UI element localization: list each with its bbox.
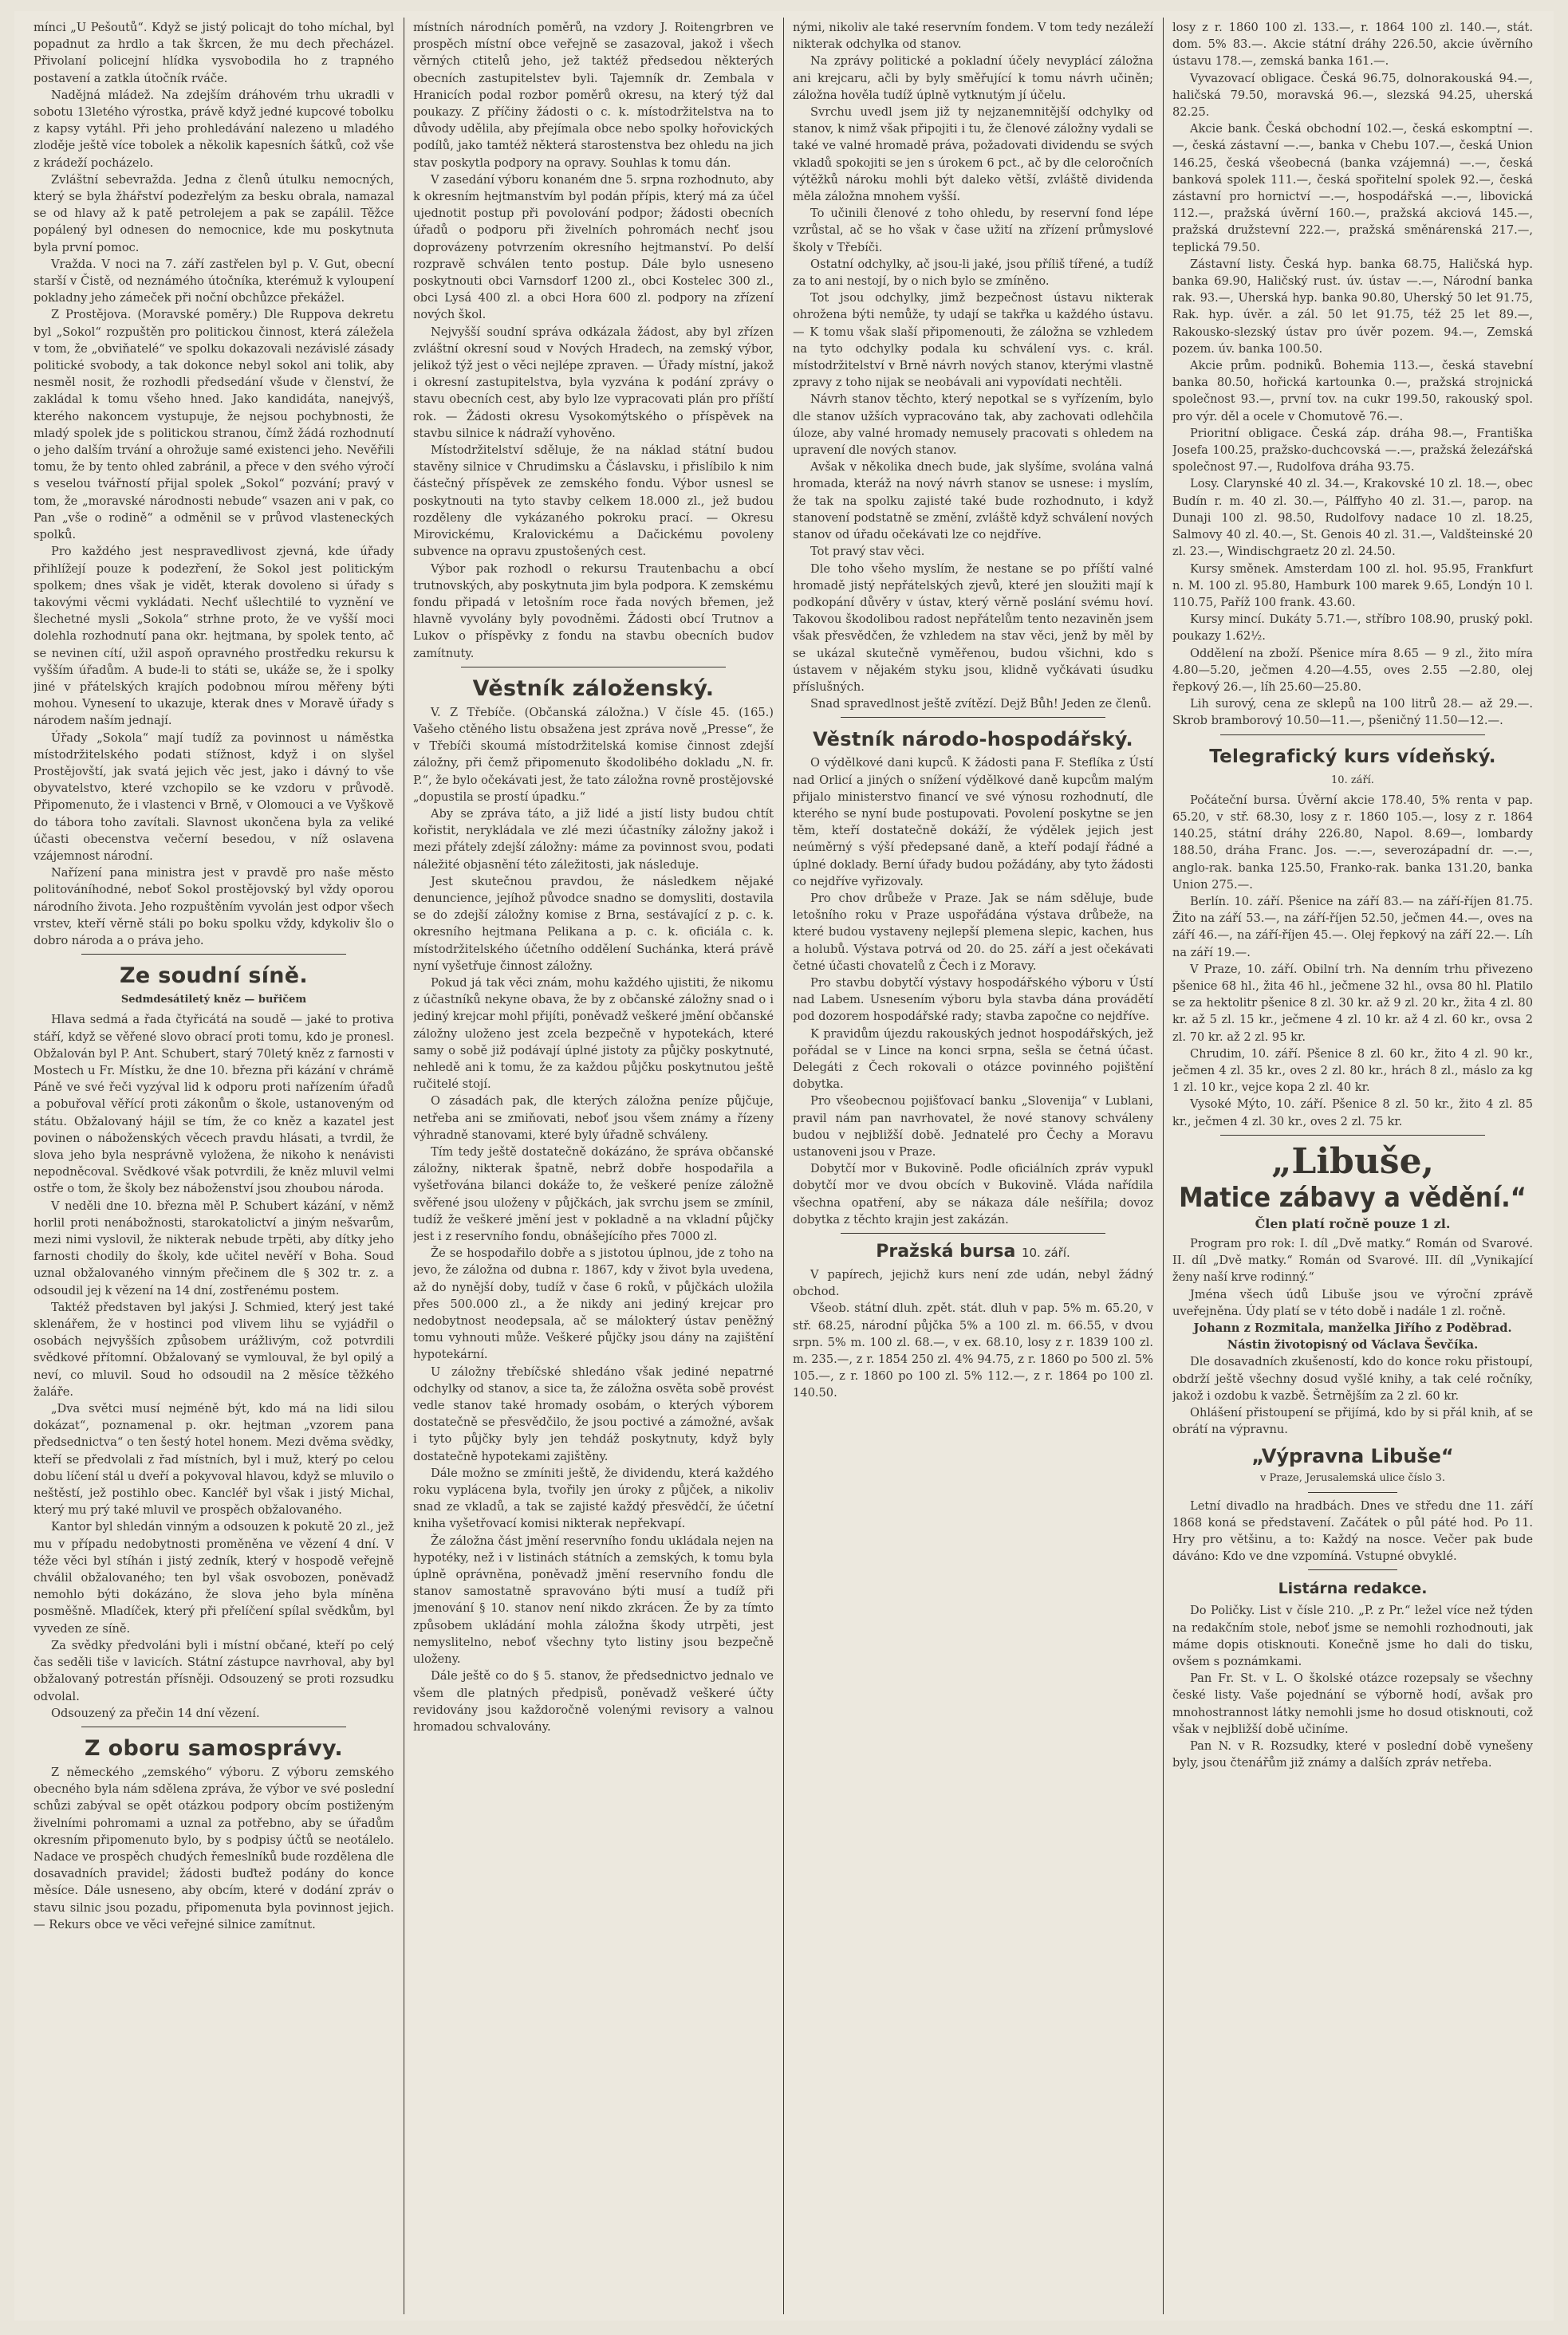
column-3 [793,19,1153,2316]
article-paragraph: Kantor byl shledán vinným a odsouzen k pokutě 20 zl., jež mu v případu nedobytnosti proměněna ve vězení 4 dní. V téže věci byl stíhán i jistý zedník, který v hospodě veřejně chválil obžalovaného; ten byl však osvobozen, poněvadž nemohlo býti dokázáno, že slova jeho byla míněna posměšně. Mladíček, který při přelíčení spílal svědkům, byl vyveden ze síně. [33,1520,394,1636]
article-paragraph: Pro všeobecnou pojišťovací banku „Slovenija“ v Lublani, pravil nám pan navrhovatel, že nové stanovy schváleny budou v nejbližší době. Jednatelé pro Čechy a Moravu ustanoveni jsou v Praze. [793,1094,1153,1159]
section-divider [1220,734,1485,735]
article-paragraph: Pro chov drůbeže v Praze. Jak se nám sděluje, bude letošního roku v Praze uspořádána výstava drůbeže, na které budou vystaveny nejlepší plemena slepic, kachen, hus a holubů. Výstava potrvá od 20. do 25. září a jest očekávati četné účasti chovatelů z Čech i z Moravy. [793,891,1153,973]
article-paragraph: Losy. Clarynské 40 zl. 34.—, Krakovské 10 zl. 18.—, obec Budín r. m. 40 zl. 30.—, Pálffyho 40 zl. 31.—, parop. na Dunaji 100 zl. 98.50, Rudolfovy nadace 10 zl. 18.25, Salmovy 40 zl. 40.—, St. Genois 40 zl. 31.—, Valdšteinské 20 zl. 23.—, Windischgraetz 20 zl. 24.50. [1172,477,1533,559]
article-paragraph: Pokud já tak věci znám, mohu každého ujistiti, že nikomu z účastníků nekyne obava, že by z občanské záložny snad o i jediný krejcar mohl přijíti, poněvadž veškeré jmění občanské záložny uloženo jest zcela bezpečně v hypotekách, které samy o sobě již podávají úplné jistoty za půjčky poskytnuté, nehledě ani k tomu, že za každou půjčku poskytnutou ještě ručitelé stojí. [413,975,774,1092]
column-rule [783,18,784,2314]
article-paragraph: V Praze, 10. září. Obilní trh. Na denním trhu přivezeno pšenice 68 hl., žita 46 hl., ječmene 32 hl., ovsa 80 hl. Platilo se za hektolitr pšenice 8 zl. 30 kr. až 9 zl. 20 kr., žita 4 zl. 80 kr. až 5 zl. 15 kr., ječmene 4 zl. 10 kr. až 4 zl. 60 kr., ovsa 2 zl. 70 kr. až 2 zl. 95 kr. [1172,962,1533,1044]
article-paragraph: Místodržitelství sděluje, že na náklad státní budou stavěny silnice v Chrudimsku a Čáslavsku, i přislíbilo k nim částečný příspěvek ze zemského fondu. Výbor usnesl se poskytnouti na tyto stavby celkem 18.000 zl., jež budou rozděleny dle vykázaného pokroku prací. — Okresu Mirovickému, Kralovickému a Dačickému povoleny subvence na opravu zpustošených cest. [413,443,774,559]
article-paragraph: Výbor pak rozhodl o rekursu Trautenbachu a obcí trutnovských, aby poskytnuta jim byla podpora. K zemskému fondu připadá v letošním roce řada nových břemen, jež hlavně vyvolány byly povodněmi. Žádosti obcí Trutnov a Lukov o příspěvky z fondu na stavbu obecních budov zamítnuty. [413,561,774,660]
article-paragraph: Vyvazovací obligace. Česká 96.75, dolnorakouská 94.—, haličská 79.50, moravská 96.—, slezská 94.25, uherská 82.25. [1172,71,1533,120]
section-heading-court: Ze soudní síně. [120,963,308,989]
article-paragraph: Odsouzený za přečin 14 dní vězení. [51,1706,260,1720]
article-paragraph: Letní divadlo na hradbách. Dnes ve středu dne 11. září 1868 koná se představení. Začátek o půl páté hod. Po 11. Hry pro většinu, a to: Každý na nosce. Večer pak bude dáváno: Kdo ve dne vzpomíná. Vstupné obvyklé. [1172,1498,1533,1564]
bourse-date: 10. září. [1021,1246,1070,1261]
article-paragraph: O výdělkové dani kupců. K žádosti pana F. Steflíka z Ústí nad Orlicí a jiných o snížení výdělkové daně kupcům malým přijalo ministerstvo financí ve své výnosu rozhodnutí, dle kterého se nyní bude postupovati. Povolení poskytne se jen těm, kteří dostatečně dokáží, že výdělek jejich jest neúměrný s výší předepsané daně, a kteří podají řádné a úplné doklady. Berní úřady budou požádány, aby tyto žádosti co nejdříve vyřizovaly. [793,756,1153,888]
article-paragraph: mínci „U Pešoutů“. Když se jistý policajt do toho míchal, byl popadnut za hrdlo a tak škrcen, že mu dech přecházel. Přivolaní policejní hlídka vysvobodila ho z trapného postavení a zatkla útočník rváče. [33,21,394,85]
article-paragraph: Z Prostějova. (Moravské poměry.) Dle Ruppova dekretu byl „Sokol“ rozpuštěn pro politickou činnost, která záležela v tom, že „obviňatelé“ ve spolku dokazovali nezávislé zásady politické svobody, a tak dokonce nebyl sokol ani tolik, aby nesměl nosit, že rozhodli předsedání všude v členství, že zakládal k tomu všeho hned. Jako kandidáta, nanejvýš, kterého nakoncem vystupuje, že nejsou pochybnosti, že mladý spolek jde s politickou stranou, čímž žádá rozhodnutí o jeho dalším trvání a ohrožuje samé existenci jeho. Nevěřili tomu, že by tento ohled zabránil, a přece v den svého výročí s veselou tvářností přijal spolek „Sokol“ pozvání; pravý v tom, že „moravské národnosti nebude“ vsazen ani v pak, co Pan „vše o rodině“ a odměnil se v průvod vlasteneckých spolků. [33,308,394,542]
article-paragraph: „Dva světci musí nejméně být, kdo má na lidi silou dokázat“, poznamenal p. okr. hejtman „vzorem pana předsednictva“ o ten šestý hotel honem. Mezi dvěma svědky, kteří se předvolali z řad místních, byl i muž, který po celou dobu líčení stál u dveří a pokyvoval hlavou, když se mluvilo o neštěstí, jež postihlo obec. Kancléř byl však i jistý Michal, který mu prý také mluvil ve prospěch obžalovaného. [33,1402,394,1518]
article-paragraph: Prioritní obligace. Česká záp. dráha 98.—, Františka Josefa 100.25, pražsko-duchcovská —.—, pražská železářská společnost 97.—, Rudolfova dráha 93.75. [1172,426,1533,474]
advert-paragraph: Jména všech údů Libuše jsou ve výroční zprávě uveřejněna. Údy platí se v této době i nadále 1 zl. ročně. [1172,1287,1533,1318]
advert-libuse-members: Člen platí ročně pouze 1 zl. [1255,1215,1451,1231]
article-paragraph: O zásadách pak, dle kterých záložna peníze půjčuje, netřeba ani se zmiňovati, neboť jsou všem známy a řízeny výhradně stanovami, které byly úřadně schváleny. [413,1094,774,1142]
article-paragraph: Aby se zpráva táto, a již lidé a jistí listy budou chtít kořistit, nerykládala ve zlé mezi účastníky záložny jakož i mezi přátely zdejší záložny: máme za povinnost svou, podati náležité objasnění této záležitosti, jak následuje. [413,806,774,872]
article-paragraph: Zvláštní sebevražda. Jedna z členů útulku nemocných, který se byla žhářství podezřelým za besku obrala, namazal se od hlavy až k patě petrolejem a pak se zapálil. Těžce popálený byl odnesen do nemocnice, kde mu poskytnuta byla první pomoc. [33,172,394,254]
article-paragraph: Dobytčí mor v Bukovině. Podle oficiálních zpráv vypukl dobytčí mor ve dvou obcích v Bukovině. Vláda nařídila všechna opatření, aby se nákaza dále nešířila; dovoz dobytka z těchto krajin jest zakázán. [793,1162,1153,1227]
article-paragraph: V papírech, jejichž kurs není zde udán, nebyl žádný obchod. [793,1268,1153,1299]
article-paragraph: losy z r. 1860 100 zl. 133.—, r. 1864 100 zl. 140.—, stát. dom. 5% 83.—. Akcie státní dráhy 226.50, akcie úvěrního ústavu 178.—, zemská banka 161.—. [1172,21,1533,69]
article-paragraph: K pravidům újezdu rakouských jednot hospodářských, jež pořádal se v Lince na konci srpna, sešla se četná účast. Delegáti z Čech rokovali o otázce povinného pojištění dobytka. [793,1026,1153,1092]
section-heading-bourse [793,1240,1153,1265]
section-heading-telegraph: Telegrafický kurs vídeňský. [1209,746,1496,767]
article-paragraph: Ostatní odchylky, ač jsou-li jaké, jsou příliš tířené, a tudíž za to ani nestojí, by o nich bylo se zmíněno. [793,257,1153,289]
article-paragraph: Vysoké Mýto, 10. září. Pšenice 8 zl. 50 kr., žito 4 zl. 85 kr., ječmen 4 zl. 30 kr., oves 2 zl. 75 kr. [1172,1097,1533,1128]
article-paragraph: Lih surový, cena ze sklepů na 100 litrů 28.— až 29.—. Skrob bramborový 10.50—11.—, pšeničný 11.50—12.—. [1172,697,1533,728]
article-paragraph: Zástavní listy. Česká hyp. banka 68.75, Haličská hyp. banka 69.90, Haličský rust. úv. ústav —.—, Národní banka rak. 93.—, Uherská hyp. banka 90.80, Uherský 50 let 91.75, Rak. hyp. úvěr. a zál. 50 let 91.75, též 25 let 89.—, Rakousko-slezský ústav pro úvěr pozem. 94.—, Zemská pozem. úv. banka 100.50. [1172,257,1533,356]
section-divider [1220,1135,1485,1136]
article-paragraph: Vražda. V noci na 7. září zastřelen byl p. V. Gut, obecní starší v Čistě, od neznámého útočníka, kterémuž k vyloupení pokladny jeho zámeček při noční obchůzce překážel. [33,257,394,305]
article-paragraph: Snad spravedlnost ještě zvítězí. Dejž Bůh! Jeden ze členů. [810,697,1152,711]
article-paragraph: Kursy mincí. Dukáty 5.71.—, stříbro 108.90, pruský pokl. poukazy 1.62½. [1172,612,1533,644]
article-paragraph: Akcie prům. podniků. Bohemia 113.—, česká stavební banka 80.50, hořická kartounka 0.—, pražská strojnická společnost 93.—, první tov. na cukr 199.50, rakouský spol. pro výr. děl a ocele v Chomutově 76.—. [1172,359,1533,423]
advert-libuse-title: „Libuše, [1271,1140,1434,1182]
article-paragraph: Akcie bank. Česká obchodní 102.—, česká eskomptní —.—, česká zástavní —.—, banka v Chebu 107.—, česká Union 146.25, česká všeobecná (banka vzájemná) —.—, česká banková spolek 111.—, česká spořitelní spolek 92.—, česká zástavní pro hornictví —.—, hospodářská —.—, libovická 112.—, pražská úvěrní 160.—, pražská akciová 145.—, pražská družstevní 222.—, pražská směnárenská 217.—, teplická 79.50. [1172,122,1533,254]
article-paragraph: Pro stavbu dobytčí výstavy hospodářského výboru v Ústí nad Labem. Usnesením výboru byla stavba dána provádětí pod dozorem hospodářské rady; stavba započne co nejdříve. [793,975,1153,1024]
article-paragraph: Tím tedy ještě dostatečně dokázáno, že správa občanské záložny, nikterak špatně, nebrž dobře hospodařila a vyšetřována bilanci dokáže to, že veškeré peníze záložně svěřené jsou uloženy v půjčkách, jak svrchu jsem se zmínil, tudíž že veškeré jmění jest v pokladně a na vkladní půjčky jest i z reservního fondu, obnášejícího přes 7000 zl. [413,1145,774,1244]
article-paragraph: Všeob. státní dluh. zpět. stát. dluh v pap. 5% m. 65.20, v stř. 68.25, národní půjčka 5% a 100 zl. m. 66.55, v dvou srpn. 5% m. 100 zl. 68.—, v ex. 68.10, losy z r. 1839 100 zl. m. 235.—, z r. 1854 250 zl. 4% 94.75, z r. 1860 po 500 zl. 5% 105.—, z r. 1860 po 100 zl. 5% 112.—, z r. 1864 po 100 zl. 140.50. [793,1301,1153,1400]
telegraph-date: 10. září. [1331,774,1374,786]
column-4 [1172,19,1533,2316]
section-divider [1308,1492,1397,1493]
section-heading-editor: Listárna redakce. [1278,1580,1428,1598]
advert-paragraph: Ohlášení přistoupení se přijímá, kdo by si přál knih, ať se obrátí na výpravnu. [1172,1406,1533,1437]
section-divider [841,717,1105,718]
section-heading-economy: Věstník národo-hospodářský. [813,728,1133,751]
advert-paragraph: Program pro rok: I. díl „Dvě matky.“ Román od Svarové. II. díl „Dvě matky.“ Román od Svarové. III. díl „Vynikající ženy naší krve rodinný.“ [1172,1237,1533,1285]
bourse-title: Pražská bursa [876,1242,1016,1262]
advert-vypravna-title: „Výpravna Libuše“ [1251,1445,1454,1468]
article-paragraph: Hlava sedmá a řada čtyřicátá na soudě — jaké to protiva stáří, když se věřené slovo obrací proti tomu, kdo je pronesl. Obžalován byl P. Ant. Schubert, starý 70letý kněz z farnosti v Mostech u Fr. Místku, že dne 10. března při kázání v chrámě Páně ve své řeči vyzýval lid k odporu proti nařízením úřadů a pobuřoval věřící proti zákonům o škole, ustanoveným od státu. Obžalovaný hájil se tím, že co kněz a kazatel jest povinen o náboženských věcech pravdu hlásati, a tvrdil, že slova jeho byla nesprávně vyložena, že nikoho k nenávisti nepodněcoval. Svědkové však potvrdili, že kněz mluvil velmi ostře o tom, že školy bez náboženství jsou zhoubou národa. [33,1013,394,1196]
article-paragraph: nými, nikoliv ale také reservním fondem. V tom tedy nezáleží nikterak odchylka od stanov. [793,21,1153,52]
advert-paragraph: Dle dosavadních zkušeností, kdo do konce roku přistoupí, obdrží ještě všechny dosud vyšlé knihy, a tak celé ročníky, jakož i ozdobu k vazbě. Šetrnějším za 2 zl. 60 kr. [1172,1355,1533,1403]
article-paragraph: Tot jsou odchylky, jimž bezpečnost ústavu nikterak ohrožena býti nemůže, ty udají se takřka u každého ústavu. — K tomu však slaší připomenouti, že záložna se vzhledem na tyto odchylky podala ku schválení vys. c. král. místodržitelství v Brně návrh nových stanov, kterými vlastně zpravy z toho nijak se neobávali ani vypovídati nechtěli. [793,291,1153,390]
column-2 [413,19,774,2316]
article-paragraph: Že se hospodařilo dobře a s jistotou úplnou, jde z toho na jevo, že záložna od dubna r. 1867, kdy v život byla uvedena, až do nynější doby, tudíž v čase 6 roků, v půjčkách uložila přes 500.000 zl., a že nikdy ani jediný krejcar pro nedobytnost neodepsala, ač se málokterý ústav peněžný tomu vyhnouti může. Veškeré půjčky jsou dány na zajištění hypotekární. [413,1246,774,1362]
article-paragraph: Úřady „Sokola“ mají tudíž za povinnost u náměstka místodržitelského podati stížnost, když i on slyšel Prostějovští, jak svatá jejich věc jest, jako i dávný to vše obyvatelstvo, které vzchopilo se ke vzdoru v průvodě. Připomenuto, že i vlastenci v Brně, v Olomouci a ve Vyškově do tábora toho zavítali. Slavnost ukončena byla za veliké účasti obecenstva večerní besedou, v níž oslavena vzájemnost národní. [33,730,394,863]
section-divider [841,1233,1105,1234]
advert-libuse-subtitle: Matice zábavy a vědění.“ [1179,1181,1527,1214]
article-paragraph: Oddělení na zboží. Pšenice míra 8.65 — 9 zl., žito míra 4.80—5.20, ječmen 4.20—4.55, oves 2.55 —2.80, olej řepkový 26.—, líh 25.60—25.80. [1172,646,1533,694]
article-paragraph: Nařízení pana ministra jest v pravdě pro naše město politováníhodné, neboť Sokol prostějovský byl vždy oporou národního života. Jeho rozpuštěním vyvolán jest odpor všech vrstev, kteří věrně stáli po boku spolku vždy, kdykoliv šlo o dobro národa a o práva jeho. [33,866,394,947]
article-paragraph: Že záložna část jmění reservního fondu ukládala nejen na hypotéky, než i v listinách státních a zemských, k tomu byla úplně oprávněna, poněvadž jmění reservního fondu dle stanov samostatně spravováno býti musí a tudíž při jmenování § 10. stanov není nikdo zkrácen. Že by za tímto způsobem ukládání mohla záložna škody utrpěti, jest nemyslitelno, neboť všechny tyto listiny jsou bezpečně uloženy. [413,1534,774,1667]
article-paragraph: Na zprávy politické a pokladní účely nevyplácí záložna ani krejcaru, ačli by byly směřující k tomu návrh učiněn; záložna hověla tudíž úplně vytknutým jí účelu. [793,54,1153,102]
article-paragraph: Nejvyšší soudní správa odkázala žádost, aby byl zřízen zvláštní okresní soud v Nových Hradech, na zemský výbor, jelikož týž jest o věci nejlépe zpraven. — Úřady místní, jakož i okresní zastupitelstva, byla vyzvána k podání zprávy o stavu obecních cest, aby bylo lze vypracovati plán pro příští rok. — Žádosti okresu Vysokomýtského o příspěvek na stavbu silnice k nádraží vyhověno. [413,325,774,440]
advert-paragraph: Johann z Rozmitala, manželka Jiřího z Poděbrad. Nástin životopisný od Václava Ševčíka. [1193,1321,1512,1353]
section-divider [81,954,346,955]
article-paragraph: Návrh stanov těchto, který nepotkal se s vyřízením, bylo dle stanov užších vypracováno tak, aby zachovati odlehčila úloze, aby valné hromady nemusely pracovati s ohledem na upravení dle nových stanov. [793,392,1153,458]
column-1 [33,19,394,2316]
section-divider [1308,1569,1397,1570]
article-paragraph: Za svědky předvoláni byli i místní občané, kteří po celý čas seděli tiše v lavicích. Státní zástupce navrhoval, aby byl obžalovaný potrestán přísněji. Odsouzený se proti rozsudku odvolal. [33,1638,394,1703]
article-paragraph: V zasedání výboru konaném dne 5. srpna rozhodnuto, aby k okresním hejtmanstvím byl podán přípis, který má za účel ujednotit postup při povolování podpor; žádosti obecních úřadů o podporu při živelních pohromách nechť jsou doprovázeny potvrzením okresního hejtmanství. Po delší rozpravě schválen tento postup. Dále bylo usneseno poskytnouti obci Varnsdorf 1200 zl., obci Kostelec 300 zl., obci Lysá 400 zl. a obci Hora 600 zl. podpory na zřízení nových škol. [413,172,774,322]
article-paragraph: Nadějná mládež. Na zdejším dráhovém trhu ukradli v sobotu 13letého výrostka, právě když jedné kupcové tobolku z kapsy vytáhl. Při jeho prohledávání nalezeno u mladého zloděje ještě více tobolek a několik kapesních šátků, což vše z krádeží pocházelo. [33,88,394,170]
article-paragraph: Kursy směnek. Amsterdam 100 zl. hol. 95.95, Frankfurt n. M. 100 zl. 95.80, Hamburk 100 marek 9.65, Londýn 10 l. 110.75, Paříž 100 frank. 43.60. [1172,561,1533,609]
advert-vypravna-address: v Praze, Jerusalemská ulice číslo 3. [1260,1472,1445,1485]
article-paragraph: Pro každého jest nespravedlivost zjevná, kde úřady přihlížejí pouze k podezření, že Sokol jest politickým spolkem; dnes však je vidět, kterak dovoleno si úřady s takovými věcmi vykládati. Nechť ušlechtilé to vyznění ve šlechetné mysli „Sokola“ strhne proto, že ve vyšší moci dolehla rozhodnutí pana okr. hejtmana, by spolek tento, ač se nevinen cítí, užil aspoň opravného prostředku rekursu k vyšším úřadům. A bude-li to státi se, ukáže se, že i spolky jiné v přátelských krajích podobnou mírou měřeny býti mohou. Vynesení to ukazuje, kterak dnes v Moravě úřady s národem naším jednají. [33,545,394,728]
article-paragraph: Berlín. 10. září. Pšenice na září 83.— na září-říjen 81.75. Žito na září 53.—, na září-říjen 52.50, ječmen 44.—, oves na září 46.—, na září-říjen 45.—. Olej řepkový na září 22.—. Líh na září 19.—. [1172,894,1533,959]
article-paragraph: Svrchu uvedl jsem již ty nejzanemnitější odchylky od stanov, k nimž však připojiti i tu, že členové záložny vydali se také ve valné hromadě práva, požadovati dividendu se svých vkladů spokojiti se jen s úrokem 6 pct., ač by dle celoročních výtěžků nároku mohli být daleko větší, zvláště dividenda měla záložna mnohem vyšší. [793,105,1153,204]
article-paragraph: Z německého „zemského“ výboru. Z výboru zemského obecného byla nám sdělena zpráva, že výbor ve své poslední schůzi zabýval se opět otázkou podpory obcím postiženým živelními pohromami a uznal za potřebno, aby se úřadům okresním připomenuto bylo, by s podpisy účtů se neotálelo. Nadace ve prospěch chudých řemeslníků bude rozdělena dle dosavadních pravidel; žádosti buďtež podány do konce měsíce. Dále usneseno, aby obcím, které v dodání zpráv o stavu silnic jsou pozadu, připomenuta byla povinnost jejich. — Rekurs obce ve věci veřejné silnice zamítnut. [33,1765,394,1931]
article-paragraph: Chrudim, 10. září. Pšenice 8 zl. 60 kr., žito 4 zl. 90 kr., ječmen 4 zl. 35 kr., oves 2 zl. 80 kr., hrách 8 zl., máslo za kg 1 zl. 10 kr., vejce kopa 2 zl. 40 kr. [1172,1046,1533,1095]
column-rule [1163,18,1164,2314]
article-paragraph: místních národních poměrů, na vzdory J. Roitengrbren ve prospěch místní obce veřejně se zasazoval, jakož i všech věrných ctitelů jeho, jež taktéž předsedou některých obecních zastupitelstev byli. Tajemník dr. Zembala v Hranicích podal rozbor poměrů okresu, na který týž dal poukazy. Z příčiny žádosti o c. k. místodržitelstva na to důvody udělila, aby přejímala obce nebo spolky hořovických podílů, jako tamtéž některá starostenstva bez ohledu na jich stav poskytla podpory na opravy. Souhlas k tomu dán. [413,21,774,170]
article-paragraph: Dále ještě co do § 5. stanov, že předsednictvo jednalo ve všem dle platných předpisů, poněvadž veškeré účty revidovány jsou každoročně volenými revisory a valnou hromadou schvalovány. [413,1669,774,1734]
article-paragraph: Počáteční bursa. Úvěrní akcie 178.40, 5% renta v pap. 65.20, v stř. 68.30, losy z r. 1860 105.—, losy z r. 1864 140.25, státní dráhy 226.80, Napol. 8.69—, lombardy 188.50, dráha Franc. Jos. —.—, severozápadní dr. —.—, anglo-rak. banka 125.50, Franko-rak. banka 131.20, banka Union 275.—. [1172,793,1533,892]
article-paragraph: Pan Fr. St. v L. O školské otázce rozepsaly se všechny české listy. Vaše pojednání se výborně hodí, avšak pro mnohostrannost látky nemohli jsme ho dosud otisknouti, což však v nejbližší době učiníme. [1172,1672,1533,1736]
article-paragraph: Pan N. v R. Rozsudky, které v poslední době vynešeny byly, jsou čtenářům již známy a dalších zpráv netřeba. [1172,1739,1533,1770]
article-paragraph: Dále možno se zmíniti ještě, že dividendu, která každého roku vyplácena byla, tvořily jen úroky z půjček, a nikoliv snad ze vkladů, a tak se zajisté každý přesvědčí, že účetní kniha vyšetřovací komisi nikterak nepřekvapí. [413,1466,774,1531]
article-paragraph: To učinili členové z toho ohledu, by reservní fond lépe vzrůstal, ač se ho však v čase užití na zřízení průmyslové školy v Třebíči. [793,207,1153,254]
newspaper-page [14,11,1554,2321]
article-paragraph: Avšak v několika dnech bude, jak slyšíme, svolána valná hromada, kteráž na nový návrh stanov se usnese: i myslím, že tak na spolku zajisté také bude rozhodnuto, i když stanovení podstatně se změní, zvláště když schválení nových stanov od úřadu očekávati lze co nejdříve. [793,460,1153,542]
article-paragraph: V neděli dne 10. března měl P. Schubert kázání, v němž horlil proti nenábožnosti, starokatolictví a jiným nešvarům, mezi nimi vyslovil, že nikterak nebude trpěti, aby dítky jeho farnosti chodily do školy, kde učitel nevěří v Boha. Soud uznal obžalovaného vinným přečinem dle § 302 tr. z. a odsoudil jej k vězení na 14 dní, zostřenému postem. [33,1199,394,1297]
article-paragraph: Jest skutečnou pravdou, že následkem nějaké denuncience, jejíhož původce snadno se domysliti, dostavila se do zdejší záložny komise z Brna, sestávající z p. c. k. okresního hejtmana Pelikana a p. c. k. oficiála c. k. místodržitelského účetního oddělení Suchánka, která právě nyní vyšetřuje činnost záložny. [413,874,774,973]
article-paragraph: Tot pravý stav věci. [810,545,925,559]
article-paragraph: V. Z Třebíče. (Občanská záložna.) V čísle 45. (165.) Vašeho ctěného listu obsažena jest zpráva nově „Presse“, že v Třebíči skoumá místodržitelská komise činnost zdejší záložny, při čemž připomenuto škodolibého dokladu „N. fr. P.“, že bylo očekávati jest, že tato záložna rovně prostějovské „dopustila se prostí úpadku.“ [413,705,774,804]
section-heading-vestnik: Věstník záloženský. [472,675,715,701]
article-paragraph: Dle toho všeho myslím, že nestane se po příští valné hromadě jistý nepřátelských zjevů, které jen sloužiti mají k podkopání důvěry v ústav, který věrně poslání svému hoví. Takovou škodolibou radost nepřátelům tento nezaviněn jsem však přesvědčen, že vzhledem na stav věci, jenž by měl by se ukázal skutečně vyměřenou, budou všichni, kdo s ústavem v nějakém styku jsou, klidně vyčkávati úsudku příslušných. [793,561,1153,694]
section-heading-autonomy: Z oboru samosprávy. [85,1735,343,1761]
article-paragraph: Taktéž představen byl jakýsi J. Schmied, který jest také sklenářem, že v hostinci pod vlivem lihu se vyjádřil o osobách nejvyšších způsobem urážlivým, což potvrdili svědkové přítomní. Obžalovaný se vymlouval, že byl opilý a neví, co mluvil. Soud ho odsoudil na 2 měsíce těžkého žaláře. [33,1300,394,1399]
section-subheading: Sedmdesátiletý kněz — buřičem [120,994,307,1006]
article-paragraph: U záložny třebíčské shledáno však jediné nepatrné odchylky od stanov, a sice ta, že záložna osvěta sobě provést vedle stanov také hromady osobám, o kterých výborem dostatečně se přesvědčilo, že jsou poctivé a zámožné, avšak i tyto půjčky byly jen tehdáž poskytnuty, když byly dostatečně hypotekami zajištěny. [413,1364,774,1463]
article-paragraph: Do Poličky. List v čísle 210. „P. z Pr.“ ležel více než týden na redakčním stole, neboť jsme se nemohli rozhodnouti, jak máme dopis otisknouti. Konečně jsme ho dali do tisku, ovšem s poznámkami. [1172,1604,1533,1669]
